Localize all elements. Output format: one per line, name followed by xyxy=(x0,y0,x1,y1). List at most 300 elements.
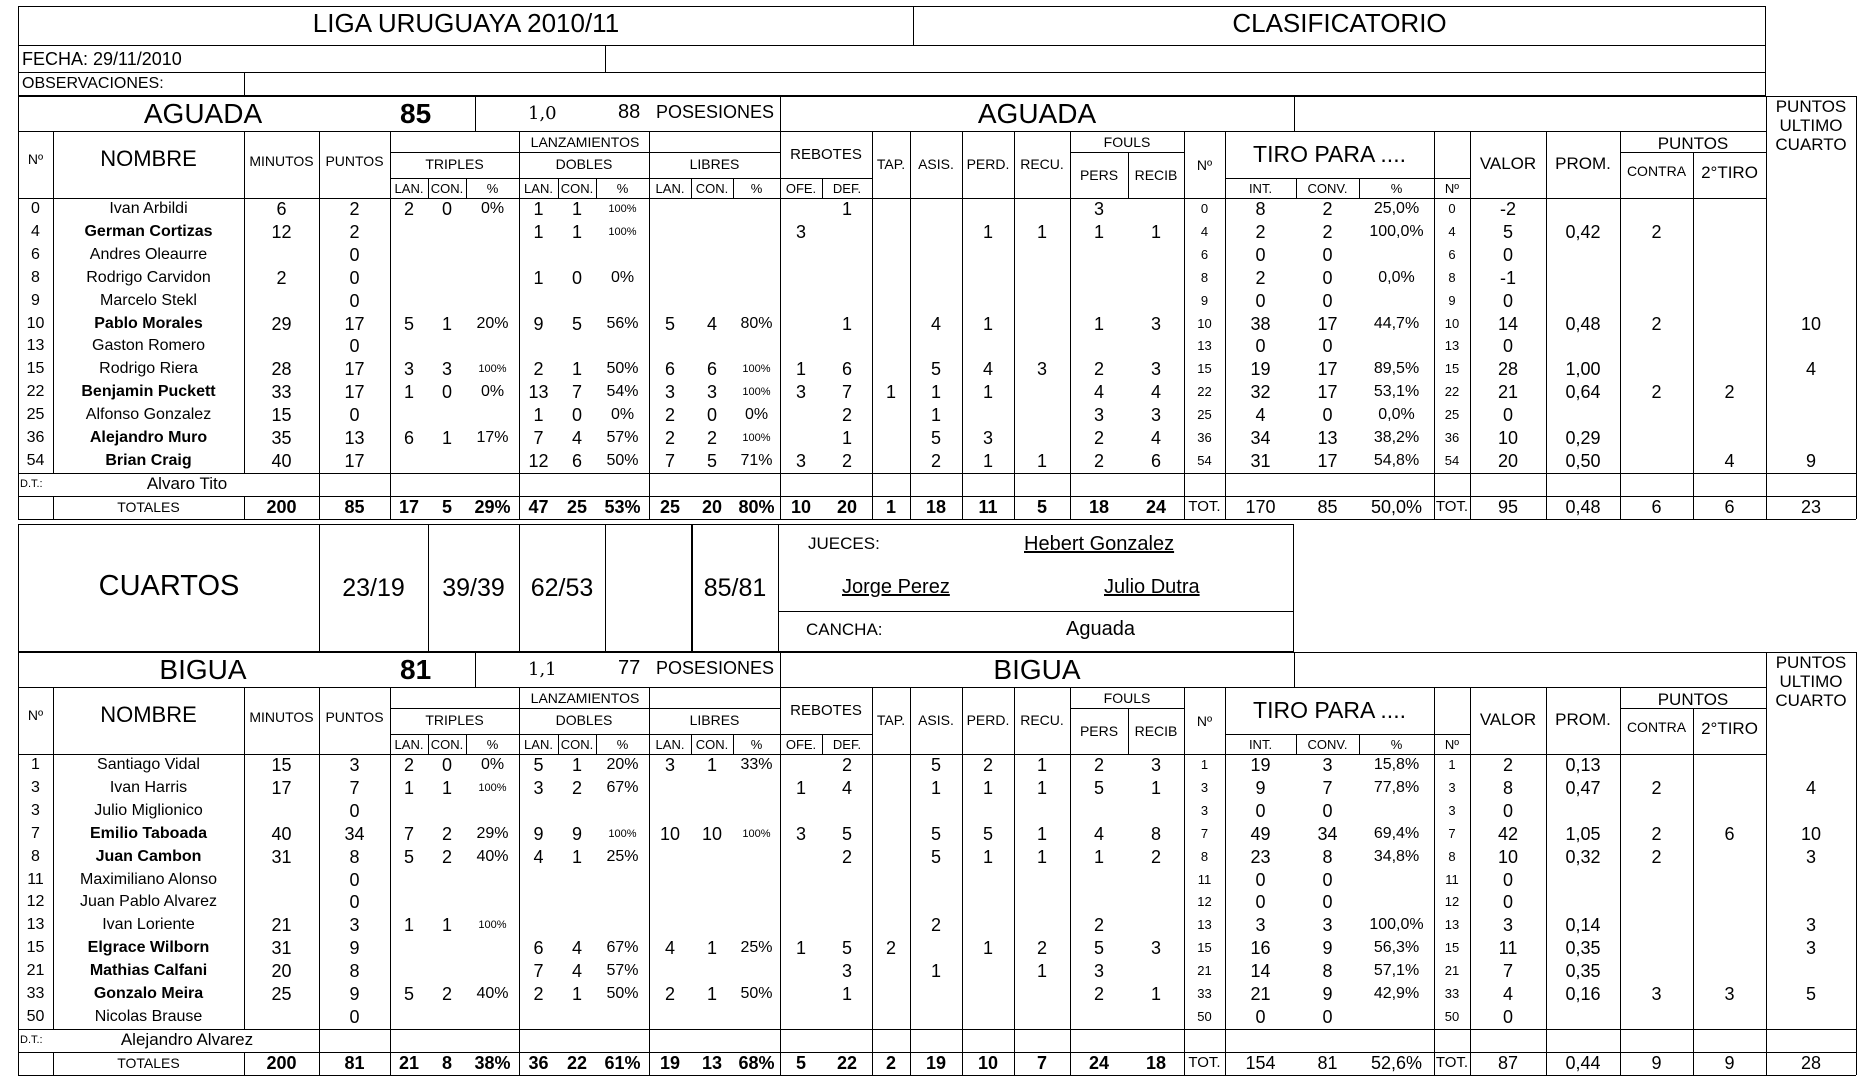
aguada-cell: 0 xyxy=(1502,290,1513,311)
bigua-cell: 57% xyxy=(606,962,639,980)
aguada-cell: 54 xyxy=(26,451,45,469)
bigua-cell: 3 xyxy=(1448,802,1456,818)
bigua-cell: 40% xyxy=(476,847,509,865)
grid-line xyxy=(18,96,1766,97)
aguada-cell: 2 xyxy=(349,221,360,242)
aguada-cell: 4 xyxy=(1200,223,1209,239)
bigua-totales-label: TOTALES xyxy=(117,1054,180,1071)
aguada-cell: 6 xyxy=(706,359,717,380)
bigua-cell: 0 xyxy=(1322,1006,1333,1027)
bigua-cell: Ivan Loriente xyxy=(102,916,195,934)
aguada-total-cell: 17 xyxy=(398,496,420,517)
bigua-cell: 4 xyxy=(1093,823,1104,844)
bigua-total-cell: 36 xyxy=(528,1052,549,1073)
bigua-cell: 56,3% xyxy=(1373,939,1420,957)
bigua-total-cell: 81 xyxy=(1317,1052,1338,1073)
bigua-total-cell: 154 xyxy=(1245,1052,1276,1073)
aguada-cell: 1 xyxy=(982,221,993,242)
bigua-cell: 0,16 xyxy=(1565,984,1601,1004)
aguada-total-cell: 6 xyxy=(1724,496,1735,517)
bigua-cell: 7 xyxy=(1448,825,1456,841)
bigua-cell: 2 xyxy=(441,846,452,867)
bigua-cell: 0,35 xyxy=(1565,961,1601,982)
aguada-totales-label: TOTALES xyxy=(117,498,180,515)
bigua-cell: 11 xyxy=(1498,938,1518,959)
bigua-cell: 1 xyxy=(441,777,452,798)
aguada-cell: 0% xyxy=(610,268,635,286)
bigua-cell: 3 xyxy=(533,777,544,798)
bigua-cell: 0 xyxy=(441,755,452,775)
bigua-cell: 1 xyxy=(1200,757,1209,772)
bigua-total-cell: 19 xyxy=(925,1052,947,1073)
aguada-cell: 1 xyxy=(1036,450,1047,471)
bigua-total-cell: 8 xyxy=(441,1052,452,1073)
bigua-cell: 17 xyxy=(271,777,292,798)
bigua-total-cell: 9 xyxy=(1724,1052,1735,1073)
bigua-cell: Emilio Taboada xyxy=(89,824,208,842)
bigua-col-pct-2: % xyxy=(1390,737,1403,752)
bigua-cell: 15,8% xyxy=(1373,756,1420,773)
bigua-cell: 8 xyxy=(349,846,360,867)
aguada-cell: 3 xyxy=(1150,359,1161,380)
bigua-cell: 0 xyxy=(349,800,360,821)
bigua-cell: 3 xyxy=(1805,915,1816,936)
aguada-player-row xyxy=(0,221,1876,244)
aguada-total-cell: 11 xyxy=(978,496,998,517)
bigua-cell: 9 xyxy=(1322,938,1333,959)
aguada-cell: 2 xyxy=(349,199,360,219)
aguada-cell: 0 xyxy=(706,405,717,426)
bigua-total-cell: 81 xyxy=(344,1052,365,1073)
cuartos-q1: 23/19 xyxy=(342,574,405,602)
aguada-cell: 2 xyxy=(930,450,941,471)
aguada-cell: 28 xyxy=(1497,359,1519,380)
aguada-cell: 2 xyxy=(664,428,675,448)
aguada-player-row xyxy=(0,381,1876,404)
grid-line xyxy=(18,687,1766,688)
aguada-cell: 19 xyxy=(1250,359,1271,380)
aguada-col-libres: LIBRES xyxy=(689,156,740,172)
aguada-cell: 9 xyxy=(533,313,544,334)
aguada-cell: 0,50 xyxy=(1565,450,1601,471)
aguada-total-cell: 18 xyxy=(1088,496,1110,517)
aguada-cell: 3 xyxy=(795,450,806,471)
bigua-score: 81 xyxy=(400,654,432,685)
aguada-cell: 2 xyxy=(403,199,414,219)
aguada-cell: 17 xyxy=(344,359,365,380)
bigua-cell: 2 xyxy=(1651,823,1662,844)
bigua-cell: 2 xyxy=(1093,915,1104,936)
aguada-cell: 1 xyxy=(841,428,852,448)
aguada-cell: Rodrigo Riera xyxy=(99,360,198,378)
aguada-cell: 100% xyxy=(742,386,771,399)
bigua-cell: 50 xyxy=(1197,1008,1212,1024)
bigua-player-row xyxy=(0,983,1876,1006)
bigua-total-cell: 10 xyxy=(977,1052,999,1073)
bigua-player-row xyxy=(0,823,1876,846)
aguada-player-row xyxy=(0,358,1876,381)
bigua-cell: 21 xyxy=(1197,963,1212,979)
bigua-cell: 1 xyxy=(982,938,993,959)
grid-line xyxy=(475,652,476,687)
aguada-cell: 0% xyxy=(744,406,769,424)
bigua-cell: 21 xyxy=(26,962,45,980)
aguada-total-cell: 170 xyxy=(1245,496,1276,517)
aguada-cell: 2 xyxy=(1724,382,1735,403)
bigua-total-cell: 19 xyxy=(659,1052,681,1073)
bigua-col-valor: VALOR xyxy=(1479,710,1537,729)
bigua-col-sub-5: % xyxy=(616,737,629,752)
grid-line xyxy=(390,734,780,735)
bigua-cell: 33 xyxy=(26,985,45,1002)
aguada-team-name: AGUADA xyxy=(143,98,263,129)
bigua-cell: 34 xyxy=(344,823,365,844)
bigua-cell: 1 xyxy=(841,984,852,1004)
aguada-cell: -2 xyxy=(1499,199,1516,219)
aguada-cell: 0 xyxy=(571,405,582,426)
aguada-cell: 7 xyxy=(841,382,852,403)
bigua-cell: 1 xyxy=(1036,777,1047,798)
bigua-cell: 8 xyxy=(1150,823,1161,844)
aguada-cell: 1 xyxy=(1036,221,1047,242)
bigua-col-puntos-group: PUNTOS xyxy=(1657,690,1729,709)
aguada-total-cell: 80% xyxy=(738,496,775,517)
aguada-cell: 6 xyxy=(31,245,40,263)
aguada-cell: 53,1% xyxy=(1373,383,1420,401)
bigua-col-sub-4: CON. xyxy=(560,737,594,752)
bigua-cell: 3 xyxy=(1448,779,1456,795)
aguada-total-cell: 6 xyxy=(1651,496,1662,517)
aguada-cell: 4 xyxy=(571,428,582,448)
aguada-tot-label-2: TOT. xyxy=(1435,497,1469,515)
bigua-cell: 3 xyxy=(31,801,40,819)
grid-line xyxy=(1434,734,1470,735)
aguada-cell: 36 xyxy=(26,429,45,446)
aguada-cell: 17 xyxy=(344,382,365,403)
bigua-cell: 9 xyxy=(349,938,360,959)
aguada-col-puntos-group: PUNTOS xyxy=(1657,134,1729,153)
aguada-cell: 2 xyxy=(1093,450,1104,471)
aguada-cell: 10 xyxy=(1800,313,1822,334)
aguada-cell: 3 xyxy=(706,382,717,403)
aguada-col-nombre: NOMBRE xyxy=(100,146,197,171)
bigua-cell: 20% xyxy=(606,756,639,773)
aguada-cell: 6 xyxy=(1448,246,1456,262)
aguada-tot-label-1: TOT. xyxy=(1188,497,1221,515)
bigua-cell: 2 xyxy=(1651,777,1662,798)
bigua-total-cell: 38% xyxy=(474,1052,511,1073)
bigua-cell: 15 xyxy=(1444,940,1460,956)
bigua-cell: 1,05 xyxy=(1565,823,1601,844)
bigua-cell: 1 xyxy=(982,777,993,798)
aguada-cell: Pablo Morales xyxy=(94,314,203,332)
aguada-col-pct-2: % xyxy=(1390,181,1403,196)
aguada-total-cell: 25 xyxy=(659,496,681,517)
aguada-cell: 38,2% xyxy=(1373,429,1420,446)
aguada-total-cell: 10 xyxy=(790,496,812,517)
aguada-cell: 21 xyxy=(1497,382,1519,403)
aguada-col-no-3: Nº xyxy=(1444,181,1460,196)
aguada-cell: Rodrigo Carvidon xyxy=(86,268,211,286)
aguada-player-row xyxy=(0,450,1876,473)
aguada-cell: 2 xyxy=(276,267,287,288)
aguada-col-ofe: OFE. xyxy=(785,181,817,196)
aguada-cell: 6 xyxy=(403,428,414,448)
aguada-col-sub-2: % xyxy=(486,181,499,196)
bigua-cell: 2 xyxy=(441,823,452,844)
aguada-cell: 17 xyxy=(1317,382,1338,403)
bigua-col-sub-8: % xyxy=(750,737,763,752)
bigua-col-minutos: MINUTOS xyxy=(249,709,314,725)
aguada-cell: 15 xyxy=(271,405,292,426)
bigua-cell: 2 xyxy=(930,915,941,936)
bigua-cell: 100% xyxy=(742,827,771,840)
bigua-cell: 0,32 xyxy=(1565,846,1601,867)
bigua-total-cell: 2 xyxy=(885,1052,896,1073)
bigua-cell: 5 xyxy=(403,984,414,1004)
bigua-cell: 1 xyxy=(1036,961,1047,982)
bigua-cell: 3 xyxy=(1093,961,1104,982)
aguada-cell: 0,29 xyxy=(1565,428,1601,448)
aguada-col-no: Nº xyxy=(27,151,44,167)
aguada-cell: 4 xyxy=(1150,382,1161,403)
bigua-cell: 1 xyxy=(1150,984,1161,1004)
aguada-cell: 25 xyxy=(26,406,45,424)
bigua-player-row xyxy=(0,891,1876,914)
bigua-cell: 0,35 xyxy=(1565,938,1601,959)
aguada-posesiones: 88 xyxy=(618,101,641,123)
bigua-cell: 40 xyxy=(271,823,292,844)
bigua-cell: 1 xyxy=(706,755,717,775)
bigua-cell: 5 xyxy=(1093,938,1104,959)
bigua-cell: 25 xyxy=(271,984,292,1004)
bigua-cell: 0 xyxy=(1502,1006,1513,1027)
bigua-cell: 25% xyxy=(740,939,773,957)
bigua-cell: 100% xyxy=(478,919,507,932)
aguada-cell: 6 xyxy=(571,450,582,471)
bigua-col-tap: TAP. xyxy=(876,712,906,728)
bigua-col-prom: PROM. xyxy=(1555,710,1611,729)
aguada-col-puntos: PUNTOS xyxy=(325,153,384,169)
aguada-cell: 5 xyxy=(664,313,675,334)
bigua-cell: 7 xyxy=(403,823,414,844)
bigua-team-name: BIGUA xyxy=(159,654,247,685)
aguada-cell: 0 xyxy=(1322,290,1333,311)
bigua-cell: 25% xyxy=(606,847,639,865)
aguada-col-ultimo-cuarto: PUNTOS ULTIMO CUARTO xyxy=(1775,97,1847,154)
aguada-col-no-2: Nº xyxy=(1196,157,1213,173)
aguada-total-cell: 29% xyxy=(474,496,511,517)
bigua-cell: 10 xyxy=(701,823,723,844)
bigua-cell: 9 xyxy=(349,984,360,1004)
aguada-cell: 12 xyxy=(271,221,292,242)
bigua-player-row xyxy=(0,937,1876,960)
aguada-cell: 4 xyxy=(1724,450,1735,471)
aguada-score: 85 xyxy=(400,98,432,129)
bigua-cell: 1 xyxy=(1448,757,1456,772)
aguada-total-cell: 95 xyxy=(1497,496,1519,517)
bigua-cell: 23 xyxy=(1250,846,1271,867)
aguada-total-cell: 85 xyxy=(1317,496,1338,517)
bigua-col-recib: RECIB xyxy=(1134,723,1178,739)
aguada-cell: 0 xyxy=(1322,336,1333,357)
aguada-coach: Alvaro Tito xyxy=(146,473,228,493)
bigua-cell: 5 xyxy=(930,823,941,844)
bigua-col-sub-2: % xyxy=(486,737,499,752)
aguada-cell: 28 xyxy=(271,359,292,380)
bigua-cell: 3 xyxy=(1724,984,1735,1004)
bigua-cell: 8 xyxy=(1322,846,1333,867)
aguada-cell: 22 xyxy=(1197,384,1212,400)
bigua-cell: 1 xyxy=(795,938,806,959)
bigua-cell: 2 xyxy=(1502,755,1513,775)
cuartos-label: CUARTOS xyxy=(98,570,240,602)
aguada-cell: 5 xyxy=(571,313,582,334)
aguada-cell: 0% xyxy=(480,383,505,401)
aguada-cell: 20% xyxy=(476,314,509,332)
aguada-cell: 13 xyxy=(528,382,549,403)
bigua-posesiones-label: POSESIONES xyxy=(656,658,775,678)
bigua-player-row xyxy=(0,846,1876,869)
bigua-cell: 3 xyxy=(1502,915,1513,936)
aguada-cell: Benjamin Puckett xyxy=(81,383,216,401)
aguada-cell: 13 xyxy=(1317,428,1338,448)
bigua-cell: Juan Cambon xyxy=(95,847,202,865)
bigua-col-triples: TRIPLES xyxy=(425,712,484,728)
grid-line xyxy=(1294,96,1295,131)
bigua-total-cell: 22 xyxy=(566,1052,588,1073)
bigua-cell: 1 xyxy=(706,984,717,1004)
aguada-col-perd: PERD. xyxy=(966,156,1010,172)
aguada-cell: 1 xyxy=(403,382,414,403)
aguada-cell: 3 xyxy=(982,428,993,448)
bigua-total-cell: 0,44 xyxy=(1565,1052,1601,1073)
bigua-col-asis: ASIS. xyxy=(918,712,954,728)
grid-line xyxy=(780,178,872,179)
bigua-total-cell: 87 xyxy=(1497,1052,1519,1073)
aguada-player-row xyxy=(0,427,1876,450)
aguada-cell: 0 xyxy=(1255,290,1266,311)
aguada-cell: 4 xyxy=(31,222,40,240)
aguada-cell: 8 xyxy=(1448,269,1456,285)
aguada-cell: 38 xyxy=(1250,313,1271,334)
bigua-cell: 67% xyxy=(606,939,639,957)
bigua-cell: 10 xyxy=(1497,846,1519,867)
aguada-col-contra: CONTRA xyxy=(1626,163,1687,179)
bigua-player-row xyxy=(0,800,1876,823)
aguada-cell: Gaston Romero xyxy=(92,337,205,355)
jueces-divider xyxy=(778,611,1294,612)
aguada-cell: 13 xyxy=(26,337,45,355)
aguada-cell: 100% xyxy=(742,432,771,444)
bigua-col-ultimo-cuarto: PUNTOS ULTIMO CUARTO xyxy=(1775,653,1847,710)
bigua-cell: 2 xyxy=(1651,846,1662,867)
aguada-cell: 32 xyxy=(1250,382,1271,403)
aguada-cell: 0 xyxy=(349,290,360,311)
bigua-cell: 1 xyxy=(1036,755,1047,775)
grid-line xyxy=(18,652,1766,653)
aguada-total-cell: 20 xyxy=(701,496,723,517)
bigua-cell: Maximiliano Alonso xyxy=(80,870,217,888)
grid-line xyxy=(390,178,780,179)
aguada-cell: 0 xyxy=(1322,405,1333,426)
aguada-cell: 0 xyxy=(571,267,582,288)
aguada-cell: 15 xyxy=(1444,361,1460,377)
bigua-cell: 3 xyxy=(795,823,806,844)
bigua-total-cell: 68% xyxy=(738,1052,775,1073)
bigua-total-cell: 7 xyxy=(1036,1052,1047,1073)
bigua-player-row xyxy=(0,869,1876,892)
aguada-cell: 1 xyxy=(982,382,993,403)
bigua-cell: 1 xyxy=(31,756,40,773)
aguada-cell: 0 xyxy=(1322,244,1333,265)
aguada-cell: 17 xyxy=(344,450,365,471)
bigua-col-fouls: FOULS xyxy=(1103,690,1151,706)
bigua-col-no-3: Nº xyxy=(1444,737,1460,752)
bigua-cell: 4 xyxy=(533,846,544,867)
bigua-cell: Gonzalo Meira xyxy=(93,985,204,1002)
aguada-col-rebotes: REBOTES xyxy=(790,146,862,163)
bigua-total-cell: 28 xyxy=(1800,1052,1822,1073)
bigua-cell: 16 xyxy=(1250,938,1271,959)
bigua-total-cell: 5 xyxy=(795,1052,806,1073)
aguada-cell: 57% xyxy=(606,429,639,446)
bigua-cell: 31 xyxy=(271,846,292,867)
bigua-total-cell: 52,6% xyxy=(1370,1052,1423,1073)
aguada-cell: 0 xyxy=(31,200,40,217)
bigua-cell: 2 xyxy=(885,938,896,959)
aguada-cell: 50% xyxy=(606,451,639,469)
aguada-cell: 3 xyxy=(1093,405,1104,426)
aguada-cell: 22 xyxy=(1444,384,1460,400)
aguada-cell: 0 xyxy=(349,336,360,357)
aguada-cell: 4 xyxy=(1805,359,1816,380)
bigua-cell: 100% xyxy=(608,827,637,840)
bigua-team-name-right: BIGUA xyxy=(993,654,1081,685)
bigua-cell: 10 xyxy=(1800,823,1822,844)
bigua-cell: 1 xyxy=(1150,777,1161,798)
bigua-cell: Elgrace Wilborn xyxy=(87,939,210,957)
aguada-cell: 100,0% xyxy=(1369,222,1424,240)
bigua-cell: 1 xyxy=(706,938,717,959)
aguada-cell: 0 xyxy=(349,405,360,426)
aguada-cell: 6 xyxy=(1150,450,1161,471)
bigua-cell: 2 xyxy=(533,984,544,1004)
aguada-ratio: 1,0 xyxy=(528,103,557,124)
bigua-cell: 50 xyxy=(1444,1008,1460,1024)
bigua-total-cell: 24 xyxy=(1088,1052,1110,1073)
bigua-cell: 13 xyxy=(1444,917,1460,933)
aguada-cell: 1 xyxy=(841,199,852,219)
bigua-col-sub-0: LAN. xyxy=(394,737,424,752)
bigua-cell: 29% xyxy=(476,824,509,842)
aguada-cell: 17 xyxy=(1317,359,1338,380)
bigua-dt-label: D.T.: xyxy=(20,1033,43,1046)
bigua-total-cell: 61% xyxy=(604,1052,641,1073)
aguada-col-conv: CONV. xyxy=(1307,181,1348,196)
bigua-tot-label-1: TOT. xyxy=(1188,1053,1221,1071)
aguada-cell: 44,7% xyxy=(1373,314,1420,332)
aguada-cell: 50% xyxy=(606,360,639,378)
grid-line xyxy=(1434,178,1470,179)
aguada-cell: 4 xyxy=(1093,382,1104,403)
bigua-cell: 12 xyxy=(1444,894,1460,910)
aguada-cell: 1 xyxy=(795,359,806,380)
bigua-coach: Alejandro Alvarez xyxy=(120,1029,254,1049)
cancha-label: CANCHA: xyxy=(806,620,883,639)
bigua-cell: 77,8% xyxy=(1373,778,1420,796)
aguada-col-sub-3: LAN. xyxy=(524,181,553,196)
